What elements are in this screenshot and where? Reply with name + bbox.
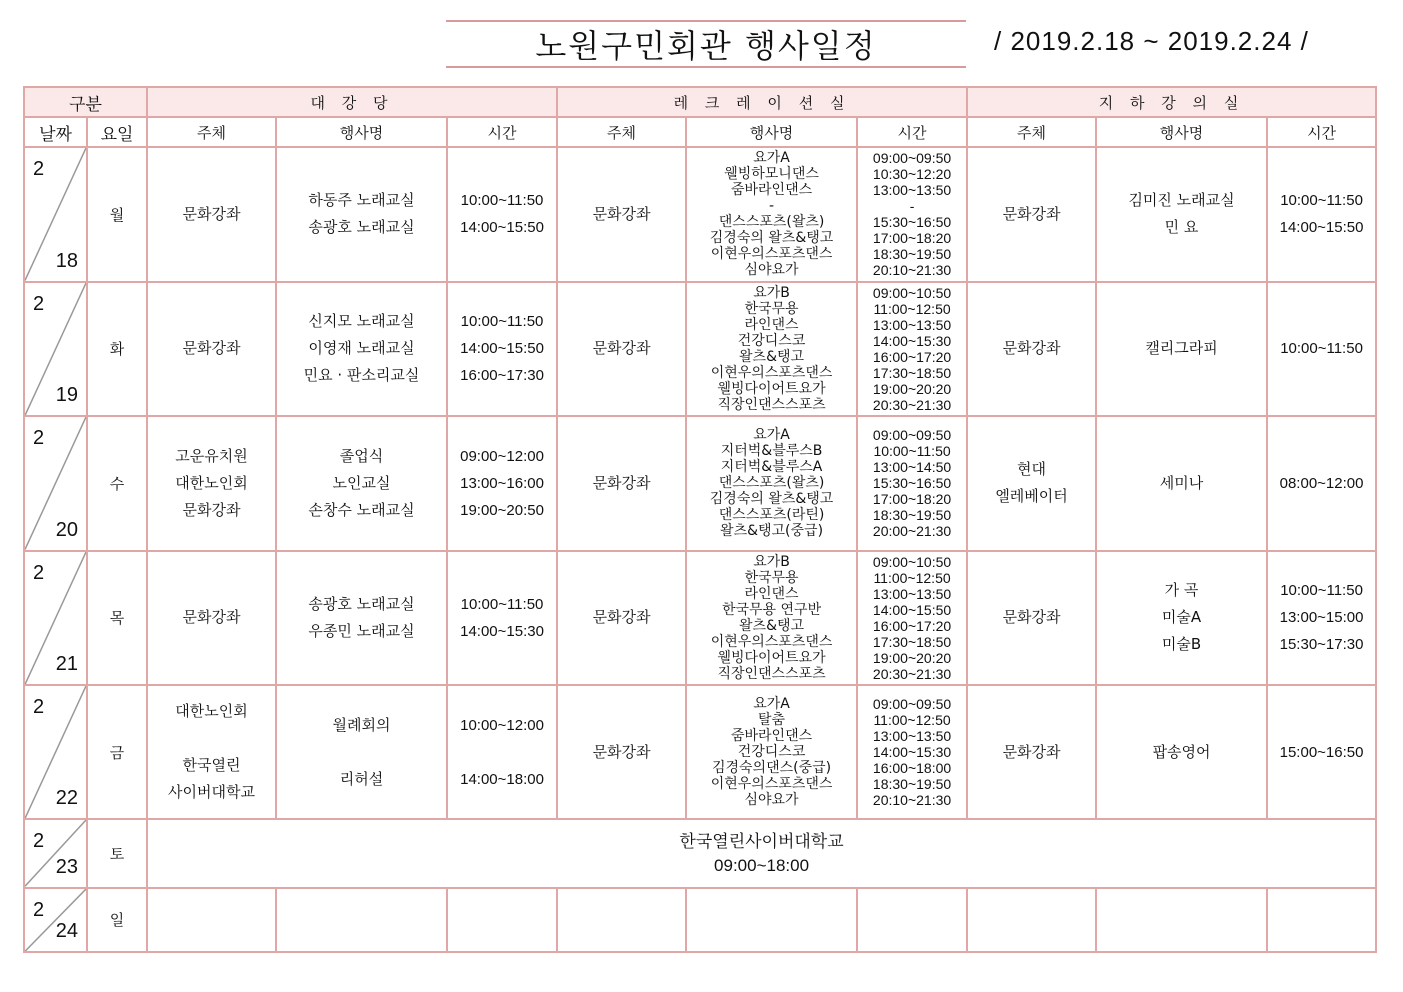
- base-subject-entry: 현대: [1017, 460, 1047, 479]
- rec-time-entry: 13:00~13:50: [872, 585, 952, 602]
- rec-time-entry: 17:00~18:20: [872, 491, 952, 508]
- hall-time-entry: 16:00~17:30: [460, 367, 544, 385]
- rec-event-entry: 김경숙의 왈츠&탱고: [709, 230, 834, 247]
- rec-time-entry: 19:00~20:20: [872, 380, 952, 397]
- hall-time-entry: 10:00~11:50: [460, 595, 544, 613]
- hall-time-entry: 10:00~11:50: [460, 192, 544, 210]
- hall-event-entry: 신지모 노래교실: [308, 312, 415, 331]
- hall-event-cell: [276, 147, 447, 281]
- rec-time-entry: 16:00~17:20: [872, 617, 952, 634]
- base-event-entry: 미술B: [1161, 635, 1202, 654]
- rec-event-cell: [686, 147, 857, 281]
- empty-cell: [447, 888, 557, 952]
- rec-event-entry: 김경숙의댄스(중급): [711, 760, 832, 777]
- rec-event-entry: 이현우의스포츠댄스: [710, 776, 833, 793]
- rec-event-entry: 심야요가: [744, 792, 799, 809]
- hall-event-entry: 손창수 노래교실: [308, 500, 415, 519]
- base-subject-cell: [967, 282, 1096, 416]
- rec-time-entry: 17:30~18:50: [872, 633, 952, 650]
- rec-event-entry: 요가B: [753, 553, 790, 570]
- rec-time-entry: 13:00~13:50: [872, 316, 952, 333]
- base-time-entry: 08:00~12:00: [1279, 474, 1364, 492]
- rec-event-entry: -: [769, 198, 775, 215]
- header-base-time: 시간: [1267, 117, 1376, 147]
- base-time-cell: [1267, 282, 1376, 416]
- rec-subject-entry: 문화강좌: [592, 742, 651, 761]
- rec-event-entry: 건강디스코: [737, 332, 806, 349]
- date-day: 20: [55, 518, 78, 541]
- hall-time-entry: 14:00~15:50: [460, 219, 544, 237]
- rec-time-entry: -: [909, 198, 915, 215]
- rec-event-entry: 요가A: [753, 427, 790, 444]
- hall-event-entry: 월례회의: [332, 715, 391, 734]
- schedule-table: [23, 86, 1377, 953]
- empty-cell: [1096, 888, 1267, 952]
- rec-event-entry: 댄스스포츠(라틴): [718, 507, 825, 524]
- rec-event-entry: 한국무용: [744, 300, 799, 317]
- hall-event-cell: [276, 551, 447, 685]
- saturday-note: 한국열린사이버대학교: [679, 831, 844, 852]
- hall-subject-entry: [148, 725, 275, 752]
- base-time-entry: 10:00~11:50: [1280, 340, 1363, 358]
- base-event-entry: 가 곡: [1164, 581, 1199, 600]
- hall-time-entry: 14:00~15:50: [460, 340, 544, 358]
- table-row: [24, 282, 1376, 416]
- rec-event-entry: 직장인댄스스포츠: [717, 665, 826, 682]
- hall-subject-cell: [147, 282, 276, 416]
- rec-time-entry: 20:10~21:30: [872, 792, 952, 809]
- hall-subject-cell: [147, 551, 276, 685]
- header-rec-time: 시간: [857, 117, 967, 147]
- weekday-cell: 토: [87, 819, 147, 887]
- date-day: 24: [55, 920, 78, 942]
- rec-event-entry: 웰빙하모니댄스: [724, 166, 819, 183]
- rec-event-entry: 지터벅&블루스A: [720, 459, 823, 476]
- rec-time-entry: 10:00~11:50: [873, 443, 951, 460]
- rec-time-entry: 17:00~18:20: [872, 230, 952, 247]
- hall-subject-entry: 문화강좌: [182, 339, 241, 358]
- base-subject-cell: [967, 685, 1096, 819]
- base-subject-entry: 문화강좌: [1002, 608, 1061, 627]
- rec-time-entry: 11:00~12:50: [873, 569, 951, 586]
- rec-time-entry: 09:00~09:50: [872, 150, 952, 167]
- rec-time-entry: 13:00~13:50: [872, 728, 952, 745]
- rec-event-entry: 이현우의스포츠댄스: [710, 364, 833, 381]
- table-row: [24, 551, 1376, 685]
- base-event-entry: 민 요: [1164, 218, 1199, 237]
- rec-time-entry: 20:00~21:30: [872, 523, 952, 540]
- saturday-time: 09:00~18:00: [714, 855, 810, 875]
- rec-time-entry: 20:30~21:30: [872, 396, 952, 413]
- hall-subject-entry: 사이버대학교: [168, 783, 255, 802]
- rec-event-cell: [686, 416, 857, 550]
- base-time-cell: [1267, 147, 1376, 281]
- weekday-cell: 화: [87, 282, 147, 416]
- hall-subject-cell: [147, 147, 276, 281]
- rec-subject-entry: 문화강좌: [592, 473, 651, 492]
- date-month: 2: [33, 561, 45, 584]
- rec-time-entry: 09:00~09:50: [872, 696, 952, 713]
- rec-event-entry: 한국무용 연구반: [721, 601, 822, 618]
- rec-time-entry: 11:00~12:50: [873, 712, 951, 729]
- hall-time-cell: [447, 147, 557, 281]
- rec-time-entry: 11:00~12:50: [873, 300, 951, 317]
- rec-event-entry: 한국무용: [744, 569, 799, 586]
- weekday-cell: 일: [87, 888, 147, 952]
- base-event-entry: 팝송영어: [1152, 742, 1211, 761]
- base-subject-entry: 문화강좌: [1002, 204, 1061, 223]
- date-month: 2: [33, 158, 45, 181]
- rec-time-entry: 20:30~21:30: [872, 665, 952, 682]
- hall-subject-entry: 대한노인회: [175, 702, 248, 721]
- empty-cell: [857, 888, 967, 952]
- rec-subject-entry: 문화강좌: [592, 608, 651, 627]
- base-event-cell: [1096, 282, 1267, 416]
- hall-subject-entry: 문화강좌: [182, 608, 241, 627]
- rec-event-entry: 댄스스포츠(왈츠): [718, 214, 825, 231]
- rec-event-entry: 요가A: [753, 696, 790, 713]
- date-month: 2: [33, 830, 45, 853]
- hall-time-cell: [447, 685, 557, 819]
- empty-cell: [276, 888, 447, 952]
- date-day: 18: [55, 249, 78, 272]
- base-time-entry: 10:00~11:50: [1280, 192, 1363, 210]
- rec-event-entry: 줌바라인댄스: [730, 728, 813, 745]
- rec-subject-cell: [557, 551, 686, 685]
- hall-event-entry: 졸업식: [339, 446, 384, 465]
- date-cell: [24, 551, 87, 685]
- date-range: / 2019.2.18 ~ 2019.2.24 /: [994, 26, 1309, 56]
- rec-time-entry: 14:00~15:50: [872, 601, 952, 618]
- rec-time-entry: 09:00~10:50: [872, 553, 952, 570]
- header-hall-subject: 주체: [147, 117, 276, 147]
- rec-time-entry: 18:30~19:50: [872, 246, 952, 263]
- rec-event-entry: 요가B: [753, 284, 790, 301]
- hall-time-entry: 10:00~12:00: [460, 716, 544, 734]
- hall-subject-entry: 대한노인회: [175, 473, 248, 492]
- rec-event-entry: 왈츠&탱고: [739, 617, 805, 634]
- rec-time-entry: 10:30~12:20: [872, 166, 952, 183]
- rec-event-entry: 지터벅&블루스B: [720, 443, 823, 460]
- header-base-event: 행사명: [1096, 117, 1267, 147]
- rec-time-cell: [857, 685, 967, 819]
- rec-time-entry: 15:30~16:50: [872, 475, 952, 492]
- base-subject-cell: [967, 416, 1096, 550]
- rec-event-cell: [686, 685, 857, 819]
- base-time-entry: 10:00~11:50: [1280, 582, 1363, 600]
- rec-time-cell: [857, 551, 967, 685]
- header-rec-event: 행사명: [686, 117, 857, 147]
- header-basement-lecture-room: 지 하 강 의 실: [967, 87, 1376, 117]
- base-event-cell: [1096, 685, 1267, 819]
- rec-subject-cell: [557, 147, 686, 281]
- empty-cell: [557, 888, 686, 952]
- rec-event-entry: 김경숙의 왈츠&탱고: [709, 491, 834, 508]
- date-cell: [24, 888, 87, 952]
- hall-subject-cell: [147, 416, 276, 550]
- hall-event-cell: [276, 416, 447, 550]
- base-time-cell: [1267, 551, 1376, 685]
- saturday-note-cell: [147, 819, 1376, 887]
- base-subject-entry: 문화강좌: [1002, 339, 1061, 358]
- rec-event-entry: 건강디스코: [737, 744, 806, 761]
- date-cell: [24, 416, 87, 550]
- weekday-cell: 목: [87, 551, 147, 685]
- rec-event-entry: 이현우의스포츠댄스: [710, 246, 833, 263]
- date-cell: [24, 147, 87, 281]
- header-date: 날짜: [24, 117, 87, 147]
- schedule-rows: [24, 147, 1376, 952]
- rec-time-entry: 19:00~20:20: [872, 649, 952, 666]
- rec-event-entry: 심야요가: [744, 262, 799, 279]
- rec-event-entry: 왈츠&탱고(중급): [720, 523, 824, 540]
- base-subject-cell: [967, 551, 1096, 685]
- rec-event-entry: 댄스스포츠(왈츠): [718, 475, 825, 492]
- table-row-sunday: [24, 888, 1376, 952]
- rec-time-cell: [857, 282, 967, 416]
- hall-time-entry: [448, 739, 556, 766]
- rec-time-entry: 16:00~17:20: [872, 348, 952, 365]
- hall-event-entry: 리허설: [339, 769, 384, 788]
- hall-subject-entry: 한국열린: [182, 756, 241, 775]
- empty-cell: [967, 888, 1096, 952]
- date-cell: [24, 819, 87, 887]
- hall-time-entry: 13:00~16:00: [460, 474, 544, 492]
- base-event-cell: [1096, 416, 1267, 550]
- hall-event-cell: [276, 685, 447, 819]
- empty-cell: [147, 888, 276, 952]
- rec-time-entry: 18:30~19:50: [872, 507, 952, 524]
- hall-event-entry: 이영재 노래교실: [308, 339, 415, 358]
- rec-time-entry: 09:00~09:50: [872, 427, 952, 444]
- hall-time-cell: [447, 282, 557, 416]
- base-time-entry: 15:30~17:30: [1279, 636, 1364, 654]
- page-title: 노원구민회관 행사일정: [446, 20, 966, 68]
- header-recreation-room: 레 크 레 이 션 실: [557, 87, 967, 117]
- date-month: 2: [33, 696, 45, 719]
- hall-time-entry: 19:00~20:50: [460, 501, 544, 519]
- base-subject-entry: 문화강좌: [1002, 742, 1061, 761]
- rec-time-entry: 18:30~19:50: [872, 776, 952, 793]
- base-time-entry: 15:00~16:50: [1279, 743, 1364, 761]
- header-main-hall: 대 강 당: [147, 87, 557, 117]
- date-month: 2: [33, 292, 45, 315]
- header-weekday: 요일: [87, 117, 147, 147]
- base-subject-cell: [967, 147, 1096, 281]
- base-event-entry: 김미진 노래교실: [1128, 191, 1235, 210]
- rec-event-cell: [686, 551, 857, 685]
- rec-time-entry: 20:10~21:30: [872, 262, 952, 279]
- rec-time-entry: 15:30~16:50: [872, 214, 952, 231]
- rec-event-entry: 웰빙다이어트요가: [717, 649, 826, 666]
- date-day: 21: [55, 653, 78, 676]
- rec-time-cell: [857, 416, 967, 550]
- base-time-entry: 13:00~15:00: [1279, 609, 1364, 627]
- date-cell: [24, 685, 87, 819]
- empty-cell: [1267, 888, 1376, 952]
- weekday-cell: 월: [87, 147, 147, 281]
- header-hall-event: 행사명: [276, 117, 447, 147]
- table-row: [24, 685, 1376, 819]
- rec-subject-cell: [557, 685, 686, 819]
- rec-event-entry: 왈츠&탱고: [739, 348, 805, 365]
- hall-event-cell: [276, 282, 447, 416]
- base-event-cell: [1096, 551, 1267, 685]
- empty-cell: [686, 888, 857, 952]
- rec-event-entry: 이현우의스포츠댄스: [710, 633, 833, 650]
- date-day: 23: [55, 855, 78, 878]
- hall-event-entry: 송광호 노래교실: [308, 594, 415, 613]
- table-row: [24, 147, 1376, 281]
- hall-subject-entry: 문화강좌: [182, 500, 241, 519]
- rec-event-entry: 줌바라인댄스: [730, 182, 813, 199]
- header-row-sections: [24, 87, 1376, 117]
- rec-time-entry: 14:00~15:30: [872, 744, 952, 761]
- hall-event-entry: 민요 · 판소리교실: [303, 366, 420, 385]
- hall-subject-entry: 고운유치원: [175, 446, 248, 465]
- rec-subject-cell: [557, 282, 686, 416]
- rec-time-entry: 14:00~15:30: [872, 332, 952, 349]
- header-hall-time: 시간: [447, 117, 557, 147]
- date-day: 19: [55, 384, 78, 407]
- hall-time-entry: 14:00~15:30: [460, 622, 544, 640]
- header-row-columns: [24, 117, 1376, 147]
- header-base-subject: 주체: [967, 117, 1096, 147]
- date-day: 22: [55, 787, 78, 810]
- header-rec-subject: 주체: [557, 117, 686, 147]
- rec-event-entry: 직장인댄스스포츠: [717, 396, 826, 413]
- rec-time-cell: [857, 147, 967, 281]
- date-cell: [24, 282, 87, 416]
- base-event-entry: 캘리그라피: [1145, 339, 1218, 358]
- hall-subject-cell: [147, 685, 276, 819]
- base-event-cell: [1096, 147, 1267, 281]
- rec-event-entry: 라인댄스: [744, 585, 799, 602]
- rec-event-entry: 탈춤: [758, 712, 786, 729]
- header-gubun: 구분: [24, 87, 147, 117]
- base-time-cell: [1267, 416, 1376, 550]
- rec-time-entry: 17:30~18:50: [872, 364, 952, 381]
- hall-subject-entry: 문화강좌: [182, 204, 241, 223]
- base-time-cell: [1267, 685, 1376, 819]
- weekday-cell: 수: [87, 416, 147, 550]
- date-month: 2: [33, 427, 45, 450]
- table-row: [24, 416, 1376, 550]
- rec-subject-entry: 문화강좌: [592, 339, 651, 358]
- hall-time-entry: 10:00~11:50: [460, 313, 544, 331]
- base-subject-entry: 엘레베이터: [995, 487, 1068, 506]
- hall-time-entry: 09:00~12:00: [460, 447, 544, 465]
- hall-event-entry: 노인교실: [332, 473, 391, 492]
- rec-event-entry: 라인댄스: [744, 316, 799, 333]
- base-time-entry: 14:00~15:50: [1279, 219, 1364, 237]
- rec-subject-entry: 문화강좌: [592, 204, 651, 223]
- rec-event-entry: 웰빙다이어트요가: [717, 380, 826, 397]
- hall-event-entry: 우종민 노래교실: [308, 621, 415, 640]
- rec-time-entry: 16:00~18:00: [872, 760, 952, 777]
- hall-time-cell: [447, 551, 557, 685]
- hall-event-entry: 하동주 노래교실: [308, 191, 415, 210]
- rec-event-entry: 요가A: [753, 150, 790, 167]
- hall-time-entry: 14:00~18:00: [460, 770, 544, 788]
- hall-event-entry: 송광호 노래교실: [308, 218, 415, 237]
- rec-subject-cell: [557, 416, 686, 550]
- date-month: 2: [33, 898, 45, 921]
- hall-time-cell: [447, 416, 557, 550]
- hall-event-entry: [277, 739, 446, 766]
- rec-time-entry: 13:00~14:50: [872, 459, 952, 476]
- table-row-saturday: [24, 819, 1376, 887]
- rec-time-entry: 09:00~10:50: [872, 284, 952, 301]
- base-event-entry: 미술A: [1161, 608, 1202, 627]
- rec-event-cell: [686, 282, 857, 416]
- base-event-entry: 세미나: [1159, 473, 1204, 492]
- weekday-cell: 금: [87, 685, 147, 819]
- rec-time-entry: 13:00~13:50: [872, 182, 952, 199]
